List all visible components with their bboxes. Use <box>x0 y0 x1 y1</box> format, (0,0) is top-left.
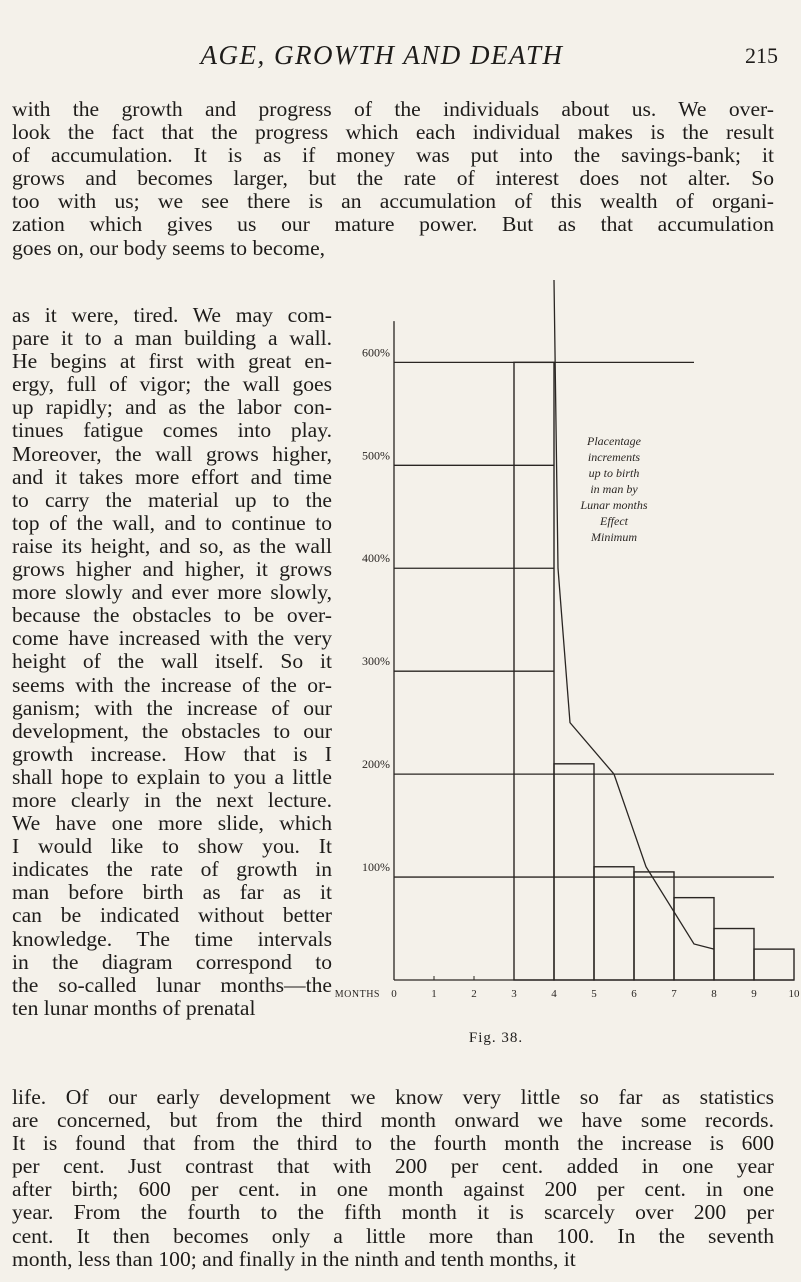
body-text-left-column <box>12 304 332 1020</box>
text-line: I would like to show you. It <box>12 834 332 859</box>
annotation-line: Lunar months <box>580 497 648 512</box>
bar <box>754 949 794 980</box>
text-line: life. Of our early development we know very little so far as statistics <box>12 1085 774 1109</box>
text-line: shall hope to explain to you a little <box>12 764 332 789</box>
growth-curve <box>554 280 714 949</box>
page-header <box>0 40 801 80</box>
bar <box>594 867 634 980</box>
x-tick-label: 10 <box>788 988 800 1000</box>
x-tick-label: 7 <box>671 988 677 1000</box>
text-line: year. From the fourth to the fifth month it is scarcely over 200 per <box>12 1200 774 1225</box>
text-line: cent. It then becomes only a little more than 100. In the seventh <box>12 1223 774 1248</box>
text-line: in the diagram correspond to <box>12 949 332 974</box>
text-line: after birth; 600 per cent. in one month against 200 per cent. in one <box>12 1177 774 1202</box>
x-tick-label: 0 <box>391 988 397 1000</box>
text-line: knowledge. The time intervals <box>12 926 332 951</box>
annotation-line: up to birth <box>588 465 640 480</box>
text-line: indicates the rate of growth in <box>12 857 332 882</box>
text-line: goes on, our body seems to become, <box>12 235 326 260</box>
text-line: more slowly and ever more slowly, <box>12 580 332 605</box>
page-number: 215 <box>745 43 778 68</box>
growth-rate-chart <box>332 280 800 1040</box>
text-line: as it were, tired. We may com- <box>12 303 332 327</box>
text-line: the so-called lunar months—the <box>12 972 332 997</box>
text-line: zation which gives us our mature power. But as that accumulation <box>12 212 774 237</box>
text-line: month, less than 100; and finally in the ninth and tenth months, it <box>12 1246 576 1271</box>
y-tick-label: 600% <box>362 345 390 360</box>
x-tick-label: 3 <box>511 988 517 1000</box>
annotation-line: Placentage <box>587 433 641 448</box>
text-line: man before birth as far as it <box>12 880 332 905</box>
text-line: up rapidly; and as the labor con- <box>12 395 332 420</box>
x-tick-label: 2 <box>471 988 477 1000</box>
text-line: per cent. Just contrast that with 200 per cent. added in one year <box>12 1154 774 1179</box>
text-line: are concerned, but from the third month onward we have some records. <box>12 1108 774 1133</box>
x-tick-label: 6 <box>631 988 637 1000</box>
y-tick-label: 100% <box>362 860 390 875</box>
text-line: come have increased with the very <box>12 626 332 651</box>
text-line: tinues fatigue comes into play. <box>12 418 332 443</box>
text-line: ergy, full of vigor; the wall goes <box>12 372 332 397</box>
text-line: ganism; with the increase of our <box>12 695 332 720</box>
y-tick-label: 500% <box>362 448 390 463</box>
text-line: Moreover, the wall grows higher, <box>12 441 332 466</box>
text-line: to carry the material up to the <box>12 487 332 512</box>
bar <box>714 929 754 980</box>
annotation-line: Effect <box>600 513 628 528</box>
figure-caption: Fig. 38. <box>468 1030 524 1046</box>
text-line: top of the wall, and to continue to <box>12 510 332 535</box>
text-line: development, the obstacles to our <box>12 718 332 743</box>
x-tick-label: 5 <box>591 988 597 1000</box>
text-line: with the growth and progress of the individuals about us. We over- <box>12 97 774 121</box>
text-line: of accumulation. It is as if money was put into the savings-bank; it <box>12 143 774 168</box>
annotation-line: Minimum <box>591 529 637 544</box>
text-line: look the fact that the progress which each individual makes is the result <box>12 120 774 145</box>
text-line: pare it to a man building a wall. <box>12 326 332 351</box>
chart-svg <box>332 280 800 1040</box>
x-tick-label: 8 <box>711 988 717 1000</box>
bar <box>634 872 674 980</box>
x-tick-label: 4 <box>551 988 557 1000</box>
text-line: We have one more slide, which <box>12 811 332 836</box>
text-line: ten lunar months of prenatal <box>12 995 256 1020</box>
annotation-line: in man by <box>590 481 638 496</box>
x-tick-label: 1 <box>431 988 437 1000</box>
body-text-bottom <box>12 1086 774 1271</box>
running-title: AGE, GROWTH AND DEATH <box>200 40 564 70</box>
text-line: can be indicated without better <box>12 903 332 928</box>
text-line: seems with the increase of the or- <box>12 672 332 697</box>
text-line: growth increase. How that is I <box>12 741 332 766</box>
text-line: and it takes more effort and time <box>12 464 332 489</box>
y-tick-label: 200% <box>362 757 390 772</box>
bar <box>674 898 714 980</box>
text-line: grows higher and higher, it grows <box>12 557 332 582</box>
annotation-line: increments <box>587 449 641 464</box>
y-tick-label: 300% <box>362 654 390 669</box>
text-line: raise its height, and so, as the wall <box>12 533 332 558</box>
bar <box>554 764 594 980</box>
text-line: He begins at first with great en- <box>12 349 332 374</box>
x-tick-label: 9 <box>751 988 757 1000</box>
text-line: It is found that from the third to the fourth month the increase is 600 <box>12 1131 774 1156</box>
body-text-top <box>12 98 774 260</box>
text-line: more clearly in the next lecture. <box>12 787 332 812</box>
x-axis-title: MONTHS <box>334 989 380 1000</box>
text-line: because the obstacles to be over- <box>12 603 332 628</box>
text-line: height of the wall itself. So it <box>12 649 332 674</box>
text-line: grows and becomes larger, but the rate of interest does not alter. So <box>12 166 774 191</box>
text-line: too with us; we see there is an accumulation of this wealth of organi- <box>12 189 774 214</box>
y-tick-label: 400% <box>362 551 390 566</box>
